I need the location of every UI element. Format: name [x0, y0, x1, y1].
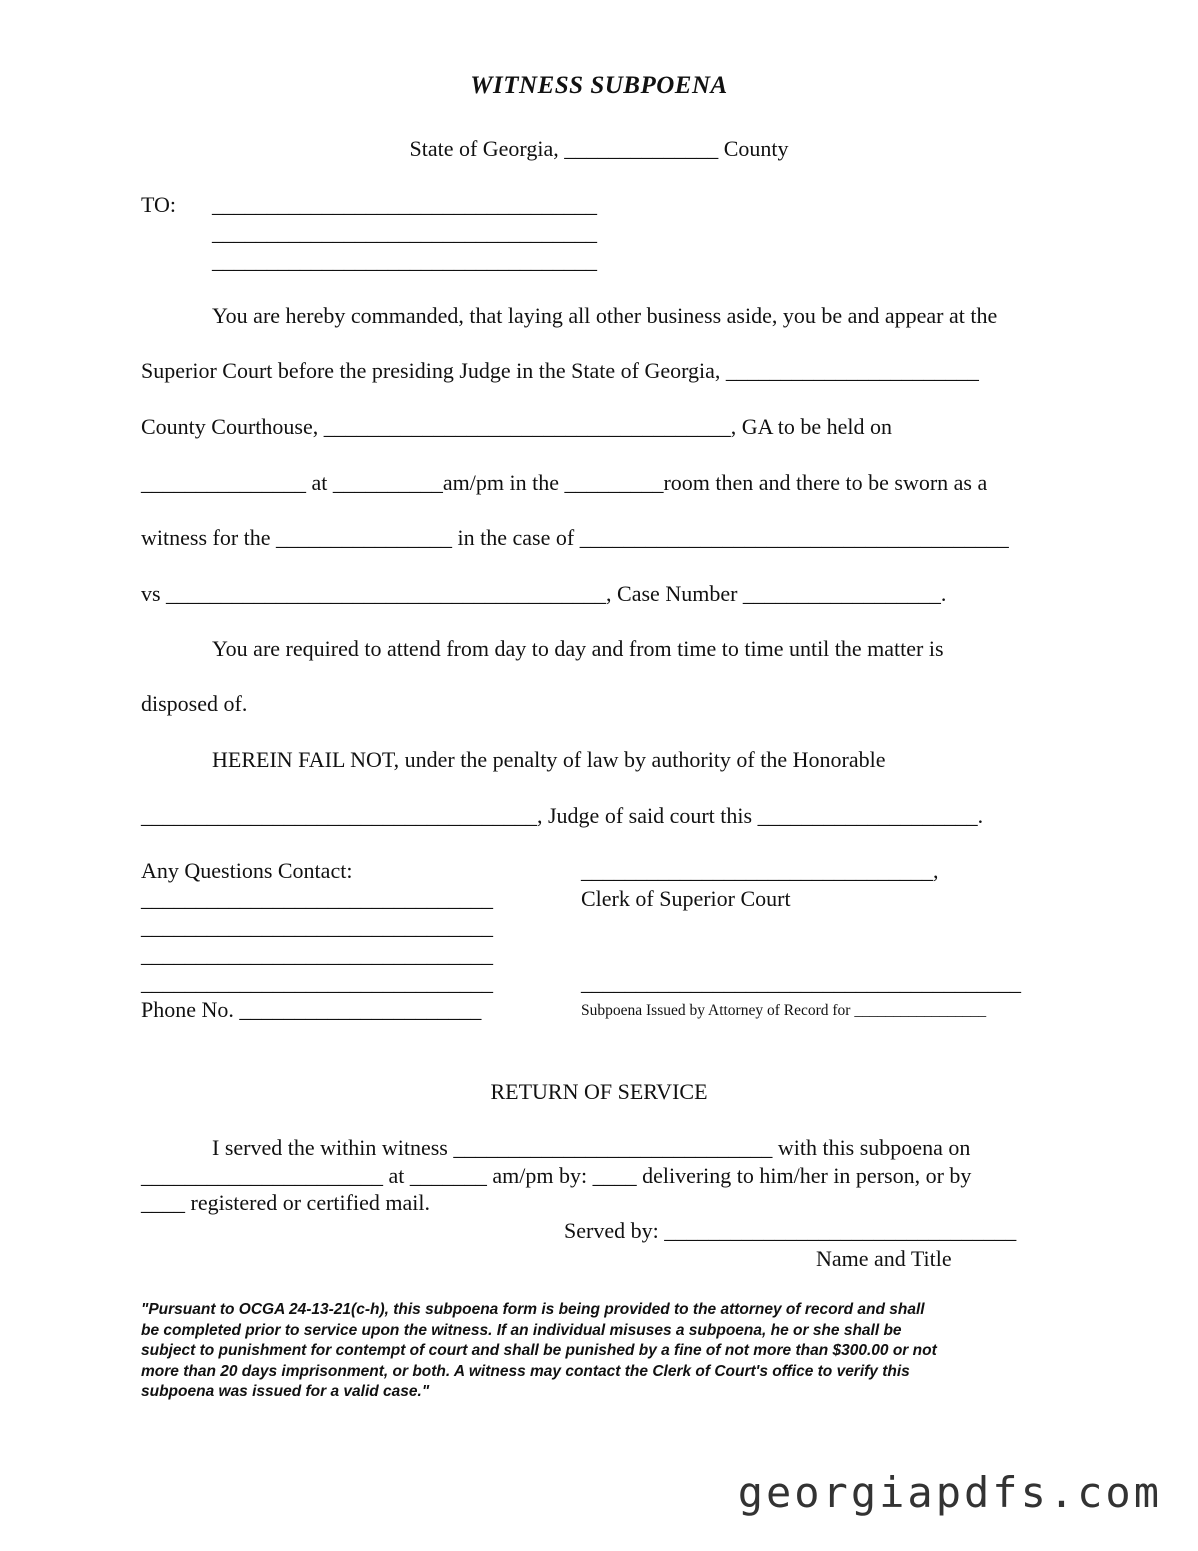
- return-line-2: ______________________ at _______ am/pm by: ____ delivering to him/her in person, or by: [141, 1163, 972, 1188]
- legal-footnote: "Pursuant to OCGA 24-13-21(c-h), this subpoena form is being provided to the attorney of record and shall be completed prior to service upon the witness. If an individual misuses a subpoena, he or she shall be subject to punishment for contempt of court and shall be punished by a fine of not more than $300.00 or not more than 20 days imprisonment, or both. A witness may contact the Clerk of Court's office to verify this subpoena was issued for a valid case.": [141, 1301, 937, 1401]
- contact-line-3[interactable]: ________________________________: [141, 942, 493, 967]
- clerk-signature-line[interactable]: ________________________________,: [581, 858, 939, 883]
- watermark: georgiapdfs.com: [737, 1468, 1162, 1517]
- body-line-1: You are hereby commanded, that laying all other business aside, you be and appear at the: [212, 303, 998, 328]
- document-title: WITNESS SUBPOENA: [470, 72, 728, 99]
- return-of-service-heading: RETURN OF SERVICE: [490, 1079, 708, 1104]
- body-line-2: Superior Court before the presiding Judge in the State of Georgia, _______________________: [141, 358, 979, 383]
- served-by-line[interactable]: Served by: ________________________________: [564, 1218, 1017, 1243]
- attend-line-2: disposed of.: [141, 691, 248, 716]
- attorney-signature-line[interactable]: ________________________________________: [581, 970, 1021, 995]
- attend-line-1: You are required to attend from day to day and from time to time until the matter is: [212, 636, 944, 661]
- state-county-line: State of Georgia, ______________ County: [409, 136, 789, 161]
- herein-line-2: ____________________________________, Judge of said court this ____________________.: [141, 803, 984, 828]
- return-line-3: ____ registered or certified mail.: [141, 1190, 430, 1215]
- body-line-5: witness for the ________________ in the case of _______________________________________: [141, 525, 1009, 550]
- body-line-3: County Courthouse, _____________________________________, GA to be held on: [141, 414, 893, 439]
- body-line-4: _______________ at __________am/pm in the _________room then and there to be sworn as a: [141, 470, 988, 495]
- return-line-1: I served the within witness _____________________________ with this subpoena on: [212, 1135, 971, 1160]
- name-and-title-label: Name and Title: [816, 1246, 952, 1271]
- phone-line[interactable]: Phone No. ______________________: [141, 997, 482, 1022]
- to-line-2[interactable]: ___________________________________: [212, 220, 597, 245]
- to-line-1[interactable]: ___________________________________: [212, 192, 597, 217]
- contact-line-2[interactable]: ________________________________: [141, 914, 493, 939]
- attorney-label: Subpoena Issued by Attorney of Record for _________________: [581, 1002, 987, 1019]
- herein-line-1: HEREIN FAIL NOT, under the penalty of law by authority of the Honorable: [212, 747, 886, 772]
- body-line-6: vs ________________________________________, Case Number __________________.: [141, 581, 947, 606]
- contact-line-1[interactable]: ________________________________: [141, 886, 493, 911]
- to-label: TO:: [141, 192, 177, 217]
- contact-line-4[interactable]: ________________________________: [141, 970, 493, 995]
- contact-label: Any Questions Contact:: [141, 858, 353, 883]
- clerk-label: Clerk of Superior Court: [581, 886, 791, 911]
- to-line-3[interactable]: ___________________________________: [212, 248, 597, 273]
